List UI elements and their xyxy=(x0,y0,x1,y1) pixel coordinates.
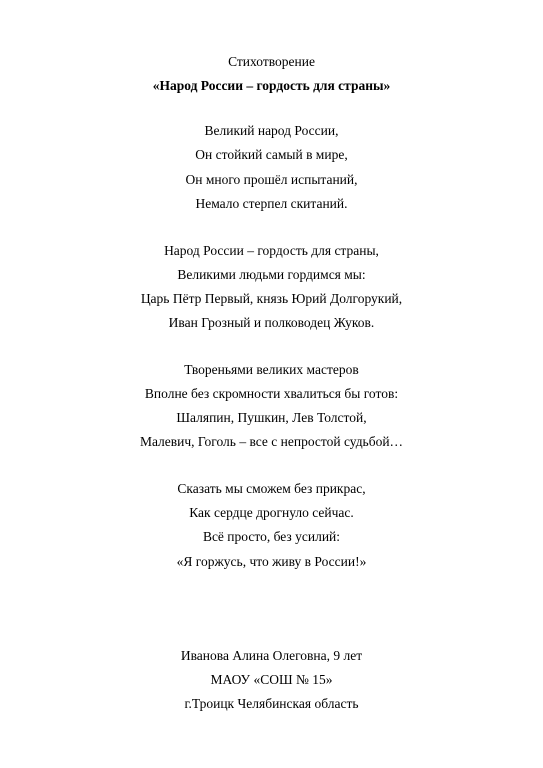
author-name: Иванова Алина Олеговна, 9 лет xyxy=(180,648,363,663)
poem-line: Малевич, Гоголь – все с непростой судьбой… xyxy=(139,434,404,449)
author-location: г.Троицк Челябинская область xyxy=(184,696,359,711)
poem-line: Он много прошёл испытаний, xyxy=(185,172,358,187)
poem-line: Вполне без скромности хвалиться бы готов: xyxy=(144,386,399,401)
poem-line: Он стойкий самый в мире, xyxy=(195,147,348,162)
poem-line: Великими людьми гордимся мы: xyxy=(177,267,366,282)
poem-line: Всё просто, без усилий: xyxy=(202,529,341,544)
poem-line: Сказать мы сможем без прикрас, xyxy=(177,481,366,496)
poem-line: «Я горжусь, что живу в России!» xyxy=(176,554,367,569)
poem-line: Шаляпин, Пушкин, Лев Толстой, xyxy=(176,410,367,425)
poem-title: «Народ России – гордость для страны» xyxy=(152,78,391,93)
poem-line: Твореньями великих мастеров xyxy=(184,362,359,377)
poem-line: Великий народ России, xyxy=(204,123,339,138)
poem-line: Иван Грозный и полководец Жуков. xyxy=(168,315,375,330)
document-header: Стихотворение xyxy=(228,54,315,69)
author-school: МАОУ «СОШ № 15» xyxy=(210,672,333,687)
poem-line: Народ России – гордость для страны, xyxy=(164,243,379,258)
poem-line: Немало стерпел скитаний. xyxy=(195,196,348,211)
poem-line: Как сердце дрогнуло сейчас. xyxy=(189,505,354,520)
poem-line: Царь Пётр Первый, князь Юрий Долгорукий, xyxy=(140,291,403,306)
